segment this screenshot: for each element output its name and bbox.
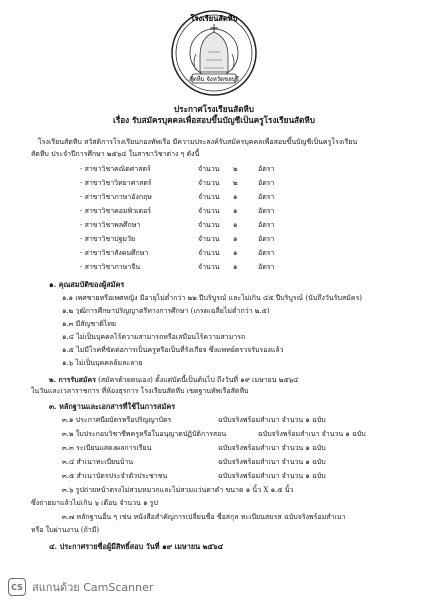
- subject-unit: อัตรา: [258, 193, 275, 201]
- qualification-item: ๑.๒ วุฒิการศึกษาปริญญาตรีทางการศึกษา (เกรดเฉลี่ยไม่ต่ำกว่า ๒.๕): [62, 307, 270, 315]
- subject-name: - สาขาวิชาพลศึกษา: [80, 221, 141, 229]
- document-item: ๓.๓ ระเบียนแสดงผลการเรียน: [62, 444, 152, 452]
- seal-top-text: โรงเรียนสัตหีบ: [190, 14, 238, 23]
- document-item-detail: ฉบับจริงพร้อมสำเนา จำนวน ๑ ฉบับ: [258, 430, 366, 438]
- subject-count: ๑: [233, 221, 238, 229]
- subject-unit: อัตรา: [258, 263, 275, 271]
- section-2-line: [49, 375, 298, 385]
- subject-count: ๑: [233, 249, 238, 257]
- subject-name: - สาขาวิชาสังคมศึกษา: [80, 249, 149, 257]
- document-item-continuation: ซึ่งถ่ายมาแล้วไม่เกิน ๖ เดือน จำนวน ๑ รูป: [31, 499, 158, 507]
- section-1-title: ๑. คุณสมบัติของผู้สมัคร: [49, 280, 125, 289]
- document-item: ๓.๕ สำเนาบัตรประจำตัวประชาชน: [62, 472, 168, 480]
- subject-qty-label: จำนวน: [198, 263, 220, 271]
- document-title: ประกาศโรงเรียนสัตหีบ: [173, 104, 255, 114]
- subject-name: - สาขาวิชาคณิตศาสตร์: [80, 165, 151, 173]
- subject-unit: อัตรา: [258, 249, 275, 257]
- section-2-line-2: ในวันและเวลาราชการ ที่ห้องธุรการ โรงเรียนสัตหีบ เขตฐานทัพเรือสัตหีบ: [31, 387, 249, 395]
- subject-qty-label: จำนวน: [198, 207, 220, 215]
- subject-unit: อัตรา: [258, 235, 275, 243]
- subject-count: ๒: [233, 179, 238, 187]
- subject-name: - สาขาวิชาปฐมวัย: [80, 235, 136, 243]
- qualification-item: ๑.๖ ไม่เป็นบุคคลล้มละลาย: [62, 359, 143, 367]
- intro-line-1: โรงเรียนสัตหีบ สวัสดิการโรงเรียนกองทัพเรือ มีความประสงค์รับสมัครบุคคลเพื่อสอบขึ้นบัญชีเป็นครูโรงเรียน: [38, 138, 358, 146]
- intro-line-2: สัตหีบ ประจำปีการศึกษา ๒๕๖๔ ในสาขาวิชาต่าง ๆ ดังนี้: [31, 150, 200, 158]
- subject-count: ๑: [233, 193, 238, 201]
- subject-qty-label: จำนวน: [198, 179, 220, 187]
- subject-count: ๑: [233, 235, 238, 243]
- subject-qty-label: จำนวน: [198, 235, 220, 243]
- subject-qty-label: จำนวน: [198, 249, 220, 257]
- section-3-title: ๓. หลักฐานและเอกสารที่ใช้ในการสมัคร: [49, 402, 176, 411]
- qualification-item: ๑.๓ มีสัญชาติไทย: [62, 320, 116, 328]
- document-item-detail: ฉบับจริงพร้อมสำเนา จำนวน ๑ ฉบับ: [218, 458, 326, 466]
- document-item: ๓.๑ ประกาศนียบัตรหรือปริญญาบัตร: [62, 416, 172, 424]
- subject-unit: อัตรา: [258, 207, 275, 215]
- qualification-item: ๑.๔ ไม่เป็นบุคคลไร้ความสามารถหรือเสมือนไร้ความสามารถ: [62, 333, 246, 341]
- subject-name: - สาขาวิชาภาษาอังกฤษ: [80, 193, 152, 201]
- subject-unit: อัตรา: [258, 179, 275, 187]
- subject-unit: อัตรา: [258, 221, 275, 229]
- section-4-title: ๔. ประกาศรายชื่อผู้มีสิทธิ์สอบ วันที่ ๑๙ เมษายน ๒๕๖๔: [49, 542, 224, 551]
- subject-name: - สาขาวิชาภาษาจีน: [80, 263, 141, 271]
- subject-count: ๑: [233, 207, 238, 215]
- subject-qty-label: จำนวน: [198, 193, 220, 201]
- camscanner-logo-icon: CS: [8, 578, 26, 596]
- document-item: ๓.๔ สำเนาทะเบียนบ้าน: [62, 458, 134, 466]
- subject-unit: อัตรา: [258, 165, 275, 173]
- document-item-detail: ฉบับจริงพร้อมสำเนา จำนวน ๑ ฉบับ: [218, 444, 326, 452]
- subject-name: - สาขาวิชาวิทยาศาสตร์: [80, 179, 152, 187]
- section-2-text: (สมัครด้วยตนเอง) ตั้งแต่บัดนี้เป็นต้นไป ถึงวันที่ ๑๙ เมษายน ๒๕๖๔: [95, 376, 299, 384]
- subject-qty-label: จำนวน: [198, 221, 220, 229]
- subject-qty-label: จำนวน: [198, 165, 220, 173]
- scanner-watermark: [0, 574, 428, 600]
- subject-name: - สาขาวิชาคอมพิวเตอร์: [80, 207, 152, 215]
- document-item: ๓.๖ รูปถ่ายหน้าตรงไม่สวมหมวกและไม่สวมแว่นตาดำ ขนาด ๑ นิ้ว X ๑.๕ นิ้ว: [62, 486, 294, 494]
- subject-count: ๒: [233, 165, 238, 173]
- document-subject: เรื่อง รับสมัครบุคคลเพื่อสอบขึ้นบัญชีเป็นครูโรงเรียนสัตหีบ: [113, 115, 315, 125]
- scanner-text: สแกนด้วย CamScanner: [32, 581, 154, 594]
- section-2-title: ๒. การรับสมัคร: [49, 375, 96, 384]
- seal-bottom-text: สัตหีบ จังหวัดชลบุรี: [189, 76, 239, 83]
- document-item-continuation: หรือ ใบผ่านงาน (ถ้ามี): [31, 526, 100, 534]
- document-item-detail: ฉบับจริงพร้อมสำเนา จำนวน ๑ ฉบับ: [218, 472, 326, 480]
- qualification-item: ๑.๑ เพศชายหรือเพศหญิง มีอายุไม่ต่ำกว่า ๒๒ ปีบริบูรณ์ และไม่เกิน ๔๕ ปีบริบูรณ์ (นับถึงวันรับสมัคร): [62, 294, 362, 302]
- document-item: ๓.๒ ใบประกอบวิชาชีพครูหรือใบอนุญาตปฏิบัติการสอน: [62, 430, 227, 438]
- document-item-detail: ฉบับจริงพร้อมสำเนา จำนวน ๑ ฉบับ: [218, 416, 326, 424]
- qualification-item: ๑.๕ ไม่มีโรคที่ขัดต่อการเป็นครูหรือเป็นที่รังเกียจ ซึ่งแพทย์ตรวจรับรองแล้ว: [62, 346, 284, 354]
- subject-count: ๑: [233, 263, 238, 271]
- document-item: ๓.๗ หลักฐานอื่น ๆ เช่น หนังสือสำคัญการเปลี่ยนชื่อ ชื่อสกุล ทะเบียนสมรส ฉบับจริงพร้อมสำเนา: [62, 513, 346, 521]
- school-seal: [170, 8, 258, 98]
